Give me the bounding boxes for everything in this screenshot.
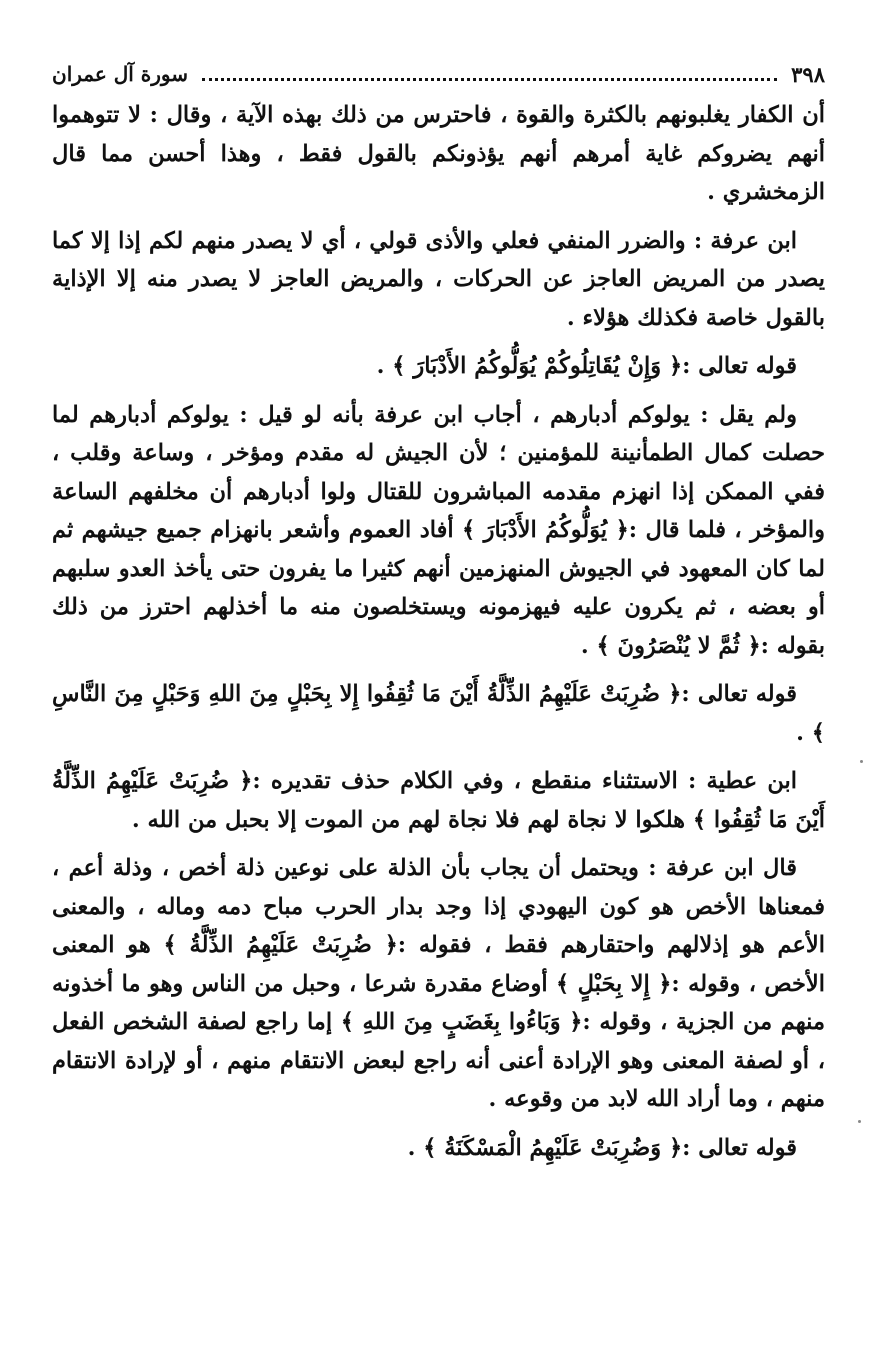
scan-speck: [860, 760, 863, 763]
scan-speck: [858, 1120, 861, 1123]
page-number: ٣٩٨: [791, 61, 825, 87]
body-text: [52, 96, 825, 1167]
paragraph-ibn-arafa-humiliation: قال ابن عرفة : ويحتمل أن يجاب بأن الذلة على نوعين ذلة أخص ، وذلة أعم ، فمعناها الأخص هو كون اليهودي إذا وجد بدار الحرب مباح دمه وماله ، والمعنى الأعم هو إذلالهم واحتقارهم فقط ، فقوله :﴿ ضُرِبَتْ عَلَيْهِمُ الذِّلَّةُ ﴾ هو المعنى الأخص ، وقوله :﴿ إِلا بِحَبْلٍ ﴾ أوضاع مقدرة شرعا ، وحبل من الناس وهو ما أخذونه منهم من الجزية ، وقوله :﴿ وَبَاءُوا بِغَضَبٍ مِنَ اللهِ ﴾ إما راجع لصفة الشخص الفعل ، أو لصفة المعنى وهو الإرادة أعنى أنه راجع لبعض الانتقام منهم ، أو لإرادة الانتقام منهم ، وما أراد الله لابد من وقوعه .: [52, 855, 825, 1112]
paragraph-turning-backs: ولم يقل : يولوكم أدبارهم ، أجاب ابن عرفة بأنه لو قيل : يولوكم أدبارهم لما حصلت كمال الطمأنينة للمؤمنين ؛ لأن الجيش له مقدم ومؤخر ، وساعة وقلب ، ففي الممكن إذا انهزم مقدمه المباشرون للقتال ولوا أدبارهم أن مخلفهم الساعة والمؤخر ، فلما قال :﴿ يُوَلُّوكُمُ الأَدْبَارَ ﴾ أفاد العموم وأشعر بانهزام جميع جيشهم ثم لما كان المعهود في الجيوش المنهزمين أنهم كثيرا ما يفرون حتى يأخذ العدو سلبهم أو بعضه ، ثم يكرون عليه فيهزمونه ويستخلصون منه ما أخذلهم احترز من ذلك بقوله :﴿ ثُمَّ لا يُنْصَرُونَ ﴾ .: [52, 401, 825, 659]
leader-dots: [202, 78, 777, 81]
paragraph-verse-heading-2: قوله تعالى :﴿ ضُرِبَتْ عَلَيْهِمُ الذِّلَّةُ أَيْنَ مَا ثُقِفُوا إِلا بِحَبْلٍ مِنَ اللهِ وَحَبْلٍ مِنَ النَّاسِ ﴾ .: [52, 681, 825, 746]
surah-title: سورة آل عمران: [52, 62, 189, 86]
paragraph-ibn-atiyya: ابن عطية : الاستثناء منقطع ، وفي الكلام حذف تقديره :﴿ ضُرِبَتْ عَلَيْهِمُ الذِّلَّةُ أَيْنَ مَا ثُقِفُوا ﴾ هلكوا لا نجاة لهم فلا نجاة لهم من الموت إلا بحبل من الله .: [52, 768, 825, 833]
paragraph-continuation: أن الكفار يغلبونهم بالكثرة والقوة ، فاحترس من ذلك بهذه الآية ، وقال : لا تتوهموا أنهم يضروكم غاية أمرهم أنهم يؤذونكم بالقول فقط ، وهذا أحسن مما قال الزمخشري .: [52, 102, 825, 205]
running-head: [52, 56, 825, 92]
paragraph-ibn-arafa-harm: ابن عرفة : والضرر المنفي فعلي والأذى قولي ، أي لا يصدر منهم لكم إذا إلا كما يصدر من المريض العاجز عن الحركات ، والمريض العاجز لا يصدر منه إلا الإذاية بالقول خاصة فكذلك هؤلاء .: [52, 227, 825, 331]
paragraph-verse-heading-1: قوله تعالى :﴿ وَإِنْ يُقَاتِلُوكُمْ يُوَلُّوكُمُ الأَدْبَارَ ﴾ .: [376, 353, 797, 379]
paragraph-verse-heading-3: قوله تعالى :﴿ وَضُرِبَتْ عَلَيْهِمُ الْمَسْكَنَةُ ﴾ .: [407, 1134, 797, 1161]
